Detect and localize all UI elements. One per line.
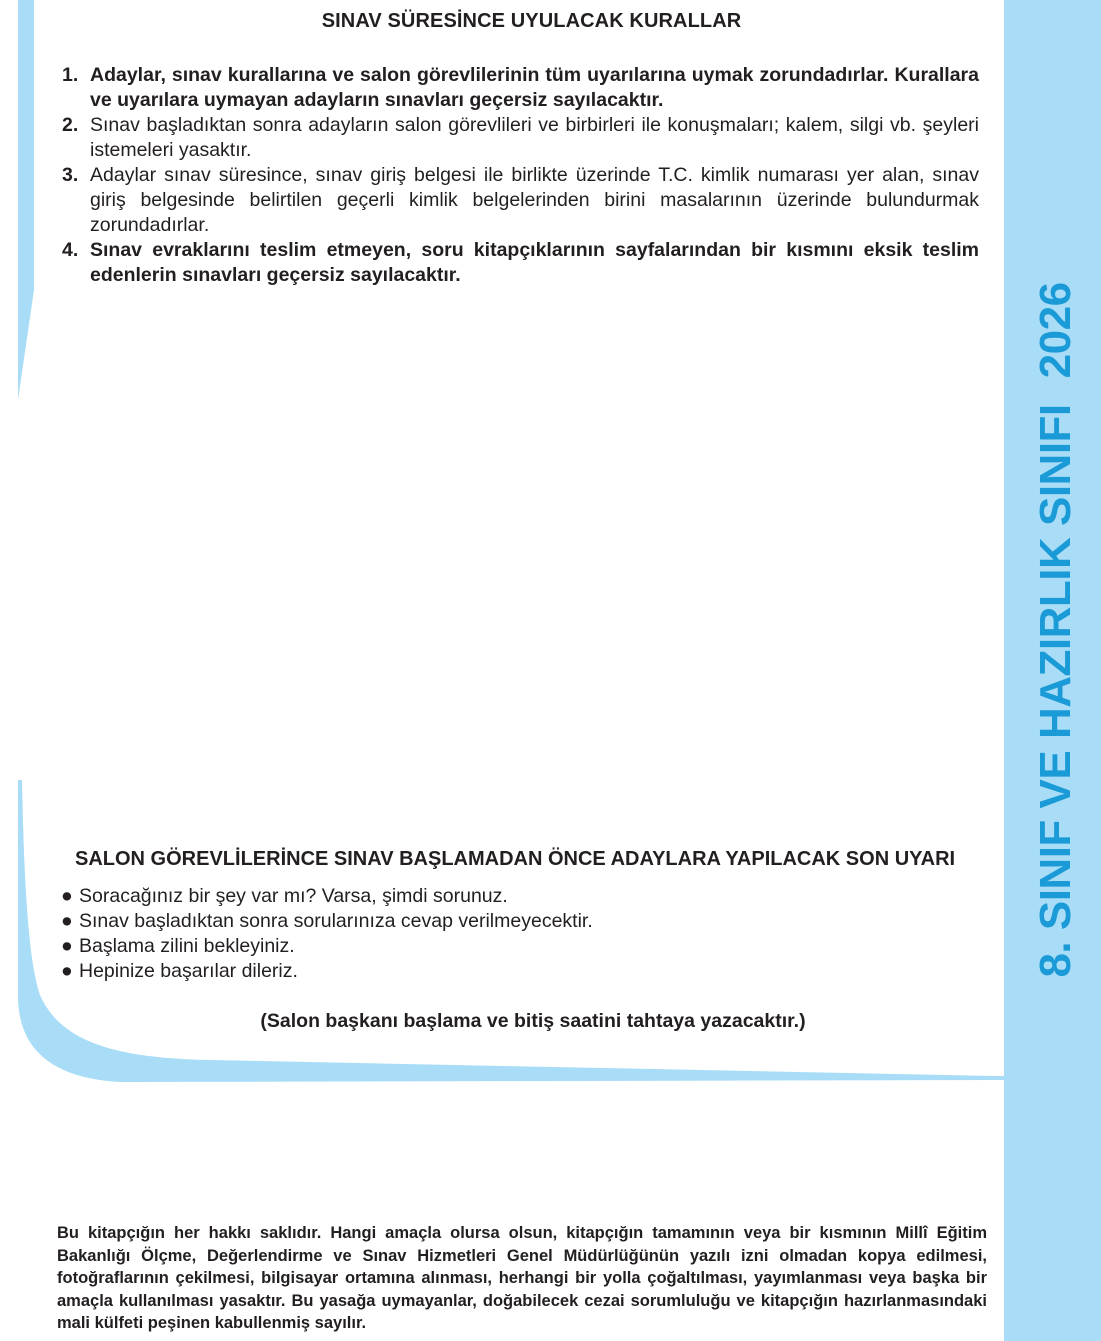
sidebar-year: 2026 (1031, 282, 1080, 379)
rule-text: Sınav başladıktan sonra adayların salon görevlileri ve birbirleri ile konuşmaları; kalem, silgi vb. şeyleri istemeleri yasaktır. (90, 114, 979, 161)
copyright-notice: Bu kitapçığın her hakkı saklıdır. Hangi amaçla olursa olsun, kitapçığın tamamının veya bir kısmının Millî Eğitim Bakanlığı Ölçme, Değerlendirme ve Sınav Hizmetleri Genel Müdürlüğünün yazılı izni olmadan kopya edilmesi, fotoğraflarının çekilmesi, bilgisayar ortamına alınması, herhangi bir yolla çoğaltılması, yayımlanması veya başka bir amaçla kullanılması yasaktır. Bu yasağa uymayanlar, doğabilecek cezai sorumluluğu ve kitapçığın hazırlanmasındaki mali külfeti peşinen kabullenmiş sayılır. (57, 1224, 987, 1332)
rule-number: 2. (62, 114, 79, 136)
rule-text: Sınav evraklarını teslim etmeyen, soru kitapçıklarının sayfalarından bir kısmını eksik teslim edenlerin sınavları geçersiz sayılacaktır. (90, 239, 979, 286)
rule-text: Adaylar sınav süresince, sınav giriş belgesi ile birlikte üzerinde T.C. kimlik numarası yer alan, sınav giriş belgesinde belirtilen geçerli kimlik belgelerinden birini masalarının üzerinde bulundurmak zorundadırlar. (90, 164, 979, 236)
bullet-icon: ● (61, 935, 73, 957)
warning-text: Hepinize başarılar dileriz. (79, 960, 298, 982)
rule-number: 4. (62, 239, 79, 261)
left-border-top (18, 0, 34, 400)
sidebar-grade-label: 8. SINIF VE HAZIRLIK SINIFI (1031, 404, 1080, 978)
warning-text: Başlama zilini bekleyiniz. (79, 935, 295, 957)
rule-item (62, 113, 979, 163)
warning-text: Soracağınız bir şey var mı? Varsa, şimdi sorunuz. (79, 885, 508, 907)
warning-text: Sınav başladıktan sonra sorularınıza cevap verilmeyecektir. (79, 910, 593, 932)
bullet-icon: ● (61, 910, 73, 932)
warnings-title: SALON GÖREVLİLERİNCE SINAV BAŞLAMADAN ÖNCE ADAYLARA YAPILACAK SON UYARI (75, 848, 956, 870)
warning-item (61, 884, 593, 909)
rule-text: Adaylar, sınav kurallarına ve salon görevlilerinin tüm uyarılarına uymak zorundadırlar. Kurallara ve uyarılara uymayan adayların sınavları geçersiz sayılacaktır. (90, 64, 979, 111)
bullet-icon: ● (61, 885, 73, 907)
rules-list (62, 63, 979, 288)
rule-item (62, 63, 979, 113)
warnings-list (61, 884, 593, 984)
warning-item (61, 909, 593, 934)
sidebar-title (1031, 282, 1081, 977)
warning-item (61, 934, 593, 959)
warning-item (61, 959, 593, 984)
salon-note: (Salon başkanı başlama ve bitiş saatini tahtaya yazacaktır.) (260, 1010, 806, 1032)
bullet-icon: ● (61, 960, 73, 982)
rule-number: 1. (62, 64, 79, 86)
rule-item (62, 238, 979, 288)
rule-number: 3. (62, 164, 79, 186)
rule-item (62, 163, 979, 238)
rules-title: SINAV SÜRESİNCE UYULACAK KURALLAR (321, 10, 742, 32)
